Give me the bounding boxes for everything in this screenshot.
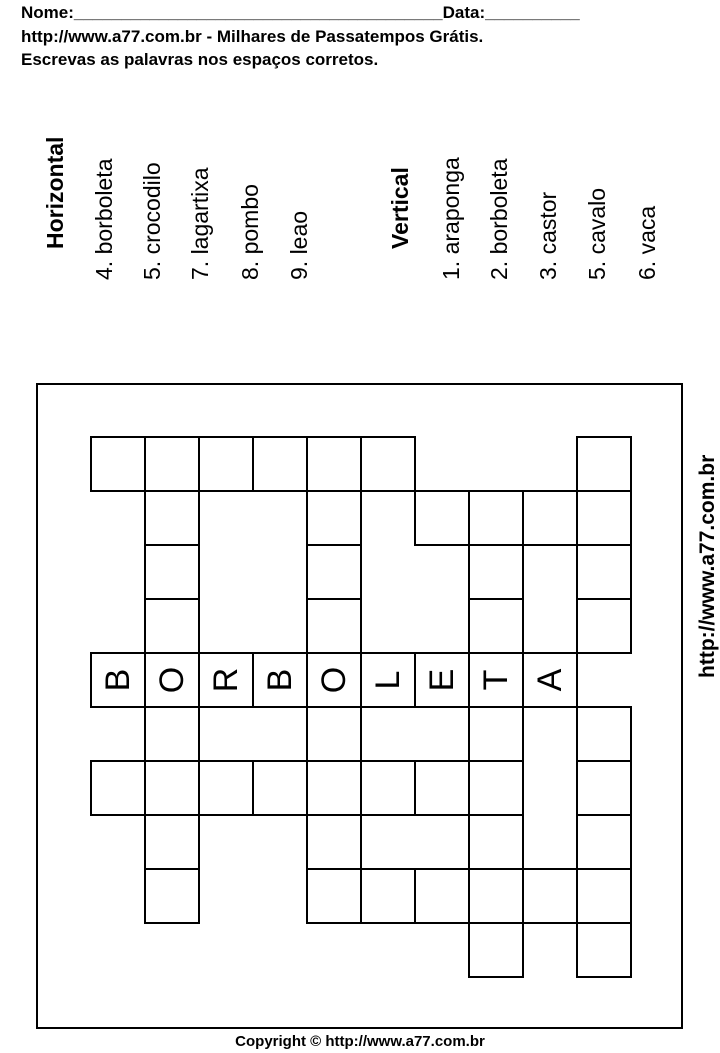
grid-cell[interactable] (361, 437, 415, 491)
grid-letter: E (423, 668, 461, 692)
grid-cell[interactable] (469, 923, 523, 977)
clue-item: 5. crocodilo (139, 162, 165, 280)
grid-cell[interactable] (199, 437, 253, 491)
grid-cell[interactable] (469, 653, 523, 707)
grid-cell[interactable] (577, 869, 631, 923)
clue-item: 2. borboleta (486, 158, 512, 280)
grid-cell[interactable] (307, 869, 361, 923)
grid-cell[interactable] (577, 491, 631, 545)
grid-cell[interactable] (577, 923, 631, 977)
grid-cell[interactable] (145, 707, 199, 761)
grid-letter: R (207, 667, 245, 693)
grid-cell[interactable] (577, 437, 631, 491)
clue-item: 4. borboleta (91, 158, 117, 280)
grid-cell[interactable] (145, 491, 199, 545)
grid-cell[interactable] (307, 491, 361, 545)
clues-horizontal-title: Horizontal (42, 136, 68, 249)
grid-cell[interactable] (307, 437, 361, 491)
clue-item: 5. cavalo (584, 187, 610, 280)
clue-item: 7. lagartixa (187, 167, 213, 280)
grid-cell[interactable] (145, 599, 199, 653)
grid-letter: L (369, 670, 407, 690)
grid-cell[interactable] (469, 761, 523, 815)
grid-cell[interactable] (469, 869, 523, 923)
grid-cell[interactable] (253, 437, 307, 491)
copyright-footer: Copyright © http://www.a77.com.br (235, 1033, 485, 1050)
grid-cell[interactable] (577, 599, 631, 653)
clue-item: 3. castor (535, 191, 561, 280)
grid-cell[interactable] (145, 815, 199, 869)
grid-cell[interactable] (415, 491, 469, 545)
grid-cell[interactable] (307, 761, 361, 815)
grid-cell[interactable] (415, 869, 469, 923)
grid-cell[interactable] (145, 761, 199, 815)
grid-cell[interactable] (469, 545, 523, 599)
grid-cell[interactable] (577, 707, 631, 761)
clue-item: 9. leao (286, 210, 312, 280)
grid-cell[interactable] (307, 815, 361, 869)
grid-letter: B (261, 668, 299, 692)
grid-cell[interactable] (253, 653, 307, 707)
grid-cell[interactable] (145, 653, 199, 707)
grid-cell[interactable] (361, 653, 415, 707)
name-date-line: Nome:_______________________________________Data:__________ (21, 3, 580, 22)
grid-cell[interactable] (415, 653, 469, 707)
grid-cell[interactable] (469, 707, 523, 761)
grid-letter: O (315, 666, 353, 694)
grid-cell[interactable] (199, 653, 253, 707)
grid-cell[interactable] (307, 599, 361, 653)
grid-cell[interactable] (91, 761, 145, 815)
grid-cell[interactable] (469, 599, 523, 653)
clue-item: 6. vaca (634, 205, 660, 280)
grid-cell[interactable] (307, 545, 361, 599)
grid-cell[interactable] (577, 545, 631, 599)
grid-cell[interactable] (307, 653, 361, 707)
grid-cell[interactable] (577, 761, 631, 815)
grid-cell[interactable] (145, 437, 199, 491)
side-url[interactable]: http://www.a77.com.br (696, 454, 719, 678)
grid-letter: A (531, 668, 569, 692)
grid-cell[interactable] (199, 761, 253, 815)
grid-cell[interactable] (253, 761, 307, 815)
grid-letter: B (99, 668, 137, 692)
grid-cell[interactable] (91, 437, 145, 491)
grid-cell[interactable] (523, 653, 577, 707)
clue-item: 1. araponga (438, 157, 464, 280)
grid-letter: O (153, 666, 191, 694)
grid-cell[interactable] (523, 491, 577, 545)
grid-cell[interactable] (91, 653, 145, 707)
grid-cell[interactable] (145, 869, 199, 923)
grid-cell[interactable] (469, 815, 523, 869)
grid-cell[interactable] (145, 545, 199, 599)
grid-cell[interactable] (361, 869, 415, 923)
grid-cell[interactable] (415, 761, 469, 815)
site-line[interactable]: http://www.a77.com.br - Milhares de Passatempos Grátis. (21, 27, 484, 46)
grid-cell[interactable] (577, 815, 631, 869)
grid-cell[interactable] (469, 491, 523, 545)
clue-item: 8. pombo (237, 184, 263, 280)
clues-vertical-title: Vertical (387, 167, 413, 249)
grid-cell[interactable] (307, 707, 361, 761)
grid-cell[interactable] (523, 869, 577, 923)
instructions: Escrevas as palavras nos espaços corretos. (21, 50, 379, 69)
grid-letter: T (477, 669, 515, 691)
grid-cell[interactable] (361, 761, 415, 815)
